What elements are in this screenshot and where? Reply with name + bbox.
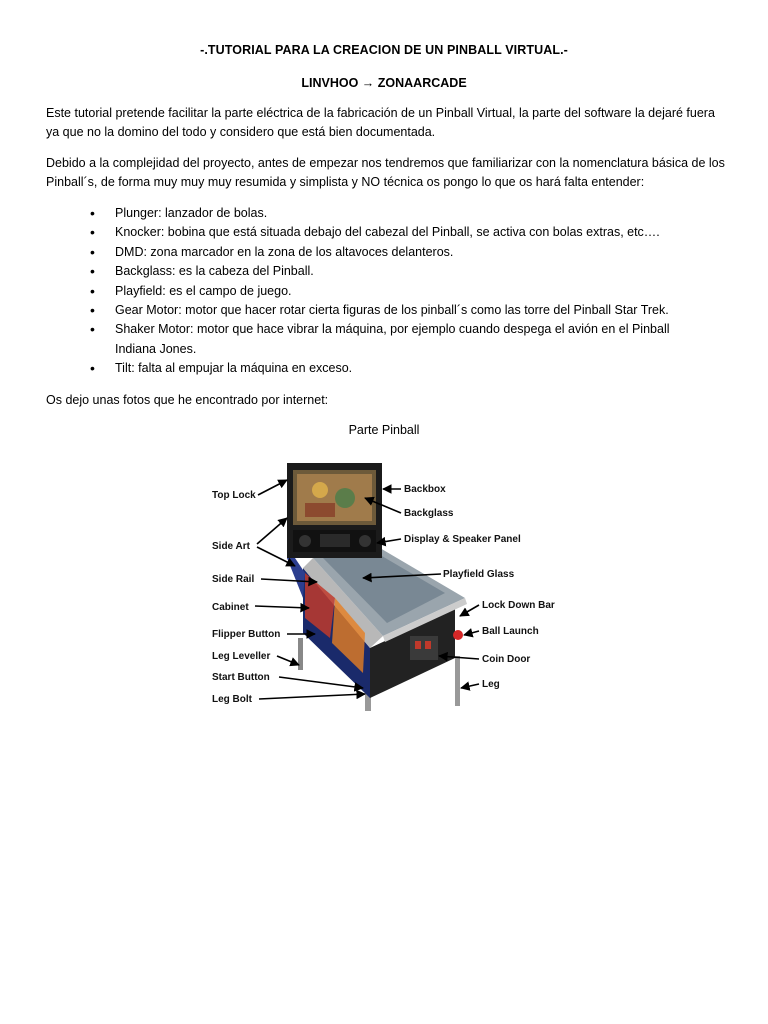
arrow-ball-launch <box>464 631 479 635</box>
arrow-top-lock <box>258 480 287 495</box>
bullet-icon: • <box>90 282 95 299</box>
subtitle-right: ZONAARCADE <box>377 76 467 90</box>
terminology-list <box>46 204 706 379</box>
list-item-text: Plunger: lanzador de bolas. <box>115 206 268 220</box>
bullet-icon: • <box>90 302 95 319</box>
document-title: -.TUTORIAL PARA LA CREACION DE UN PINBALL VIRTUAL.- <box>200 43 568 57</box>
label-side-art: Side Art <box>212 541 250 552</box>
list-item <box>46 243 706 262</box>
label-display-speaker-panel: Display & Speaker Panel <box>404 534 521 545</box>
bullet-icon: • <box>90 243 95 260</box>
bullet-icon: • <box>90 224 95 241</box>
list-item <box>46 223 706 242</box>
bullet-icon: • <box>90 205 95 221</box>
intro-paragraph: Este tutorial pretende facilitar la parte eléctrica de la fabricación de un Pinball Virtual, la parte del software la dejaré fuera ya que no la domino del todo y considero que está bien documentada. <box>46 106 715 139</box>
arrow-right-icon: → <box>361 76 375 90</box>
label-cabinet: Cabinet <box>212 602 249 613</box>
list-item-text: Backglass: es la cabeza del Pinball. <box>115 264 314 279</box>
complexity-paragraph: Debido a la complejidad del proyecto, antes de empezar nos tendremos que familiarizar con la nomenclatura básica de los Pinball´s, de forma muy muy muy resumida y simplista y NO técnica os pongo lo que os hará falta entender: <box>46 156 725 189</box>
label-coin-door: Coin Door <box>482 654 531 665</box>
label-backbox: Backbox <box>404 484 446 495</box>
pinball-machine-illustration <box>287 463 467 711</box>
list-item <box>46 282 706 301</box>
label-leg-leveller: Leg Leveller <box>212 651 271 662</box>
label-leg-bolt: Leg Bolt <box>212 694 252 705</box>
arrow-side-art-1 <box>257 518 287 544</box>
list-item-text: Playfield: es el campo de juego. <box>115 283 292 298</box>
subtitle-left: LINVHOO <box>301 76 359 90</box>
label-backglass: Backglass <box>404 508 454 519</box>
list-item <box>46 301 706 320</box>
label-side-rail: Side Rail <box>212 574 255 585</box>
label-playfield-glass: Playfield Glass <box>443 569 515 580</box>
bullet-icon: • <box>90 360 95 377</box>
pinball-diagram <box>205 458 565 711</box>
label-top-lock: Top Lock <box>212 490 256 501</box>
list-item <box>46 320 706 359</box>
list-item <box>46 359 706 378</box>
list-item-text: Gear Motor: motor que hacer rotar cierta figuras de los pinball´s como las torre del Pinball Star Trek. <box>115 303 669 318</box>
photos-paragraph: Os dejo unas fotos que he encontrado por internet: <box>46 393 329 407</box>
arrow-lock-down-bar <box>460 605 479 616</box>
label-leg: Leg <box>482 679 500 690</box>
list-item <box>46 204 706 223</box>
list-item <box>46 262 706 281</box>
list-item-text: Knocker: bobina que está situada debajo del cabezal del Pinball, se activa con bolas extras, etc…. <box>115 225 660 240</box>
label-ball-launch: Ball Launch <box>482 626 539 637</box>
arrow-cabinet <box>255 606 309 608</box>
list-item-text: Tilt: falta al empujar la máquina en exceso. <box>115 361 353 376</box>
arrow-leg <box>461 684 479 688</box>
arrow-leg-leveller <box>277 656 299 665</box>
bullet-icon: • <box>90 321 95 338</box>
document-subtitle <box>0 76 768 90</box>
bullet-icon: • <box>90 263 95 280</box>
list-item-text: DMD: zona marcador en la zona de los altavoces delanteros. <box>115 244 454 259</box>
label-flipper-button: Flipper Button <box>212 629 281 640</box>
figure-caption: Parte Pinball <box>348 423 420 437</box>
label-start-button: Start Button <box>212 672 270 683</box>
arrow-leg-bolt <box>259 694 365 699</box>
label-lock-down-bar: Lock Down Bar <box>482 600 555 611</box>
list-item-text: Shaker Motor: motor que hace vibrar la máquina, por ejemplo cuando despega el avión en el Pinball Indiana Jones. <box>115 322 670 356</box>
